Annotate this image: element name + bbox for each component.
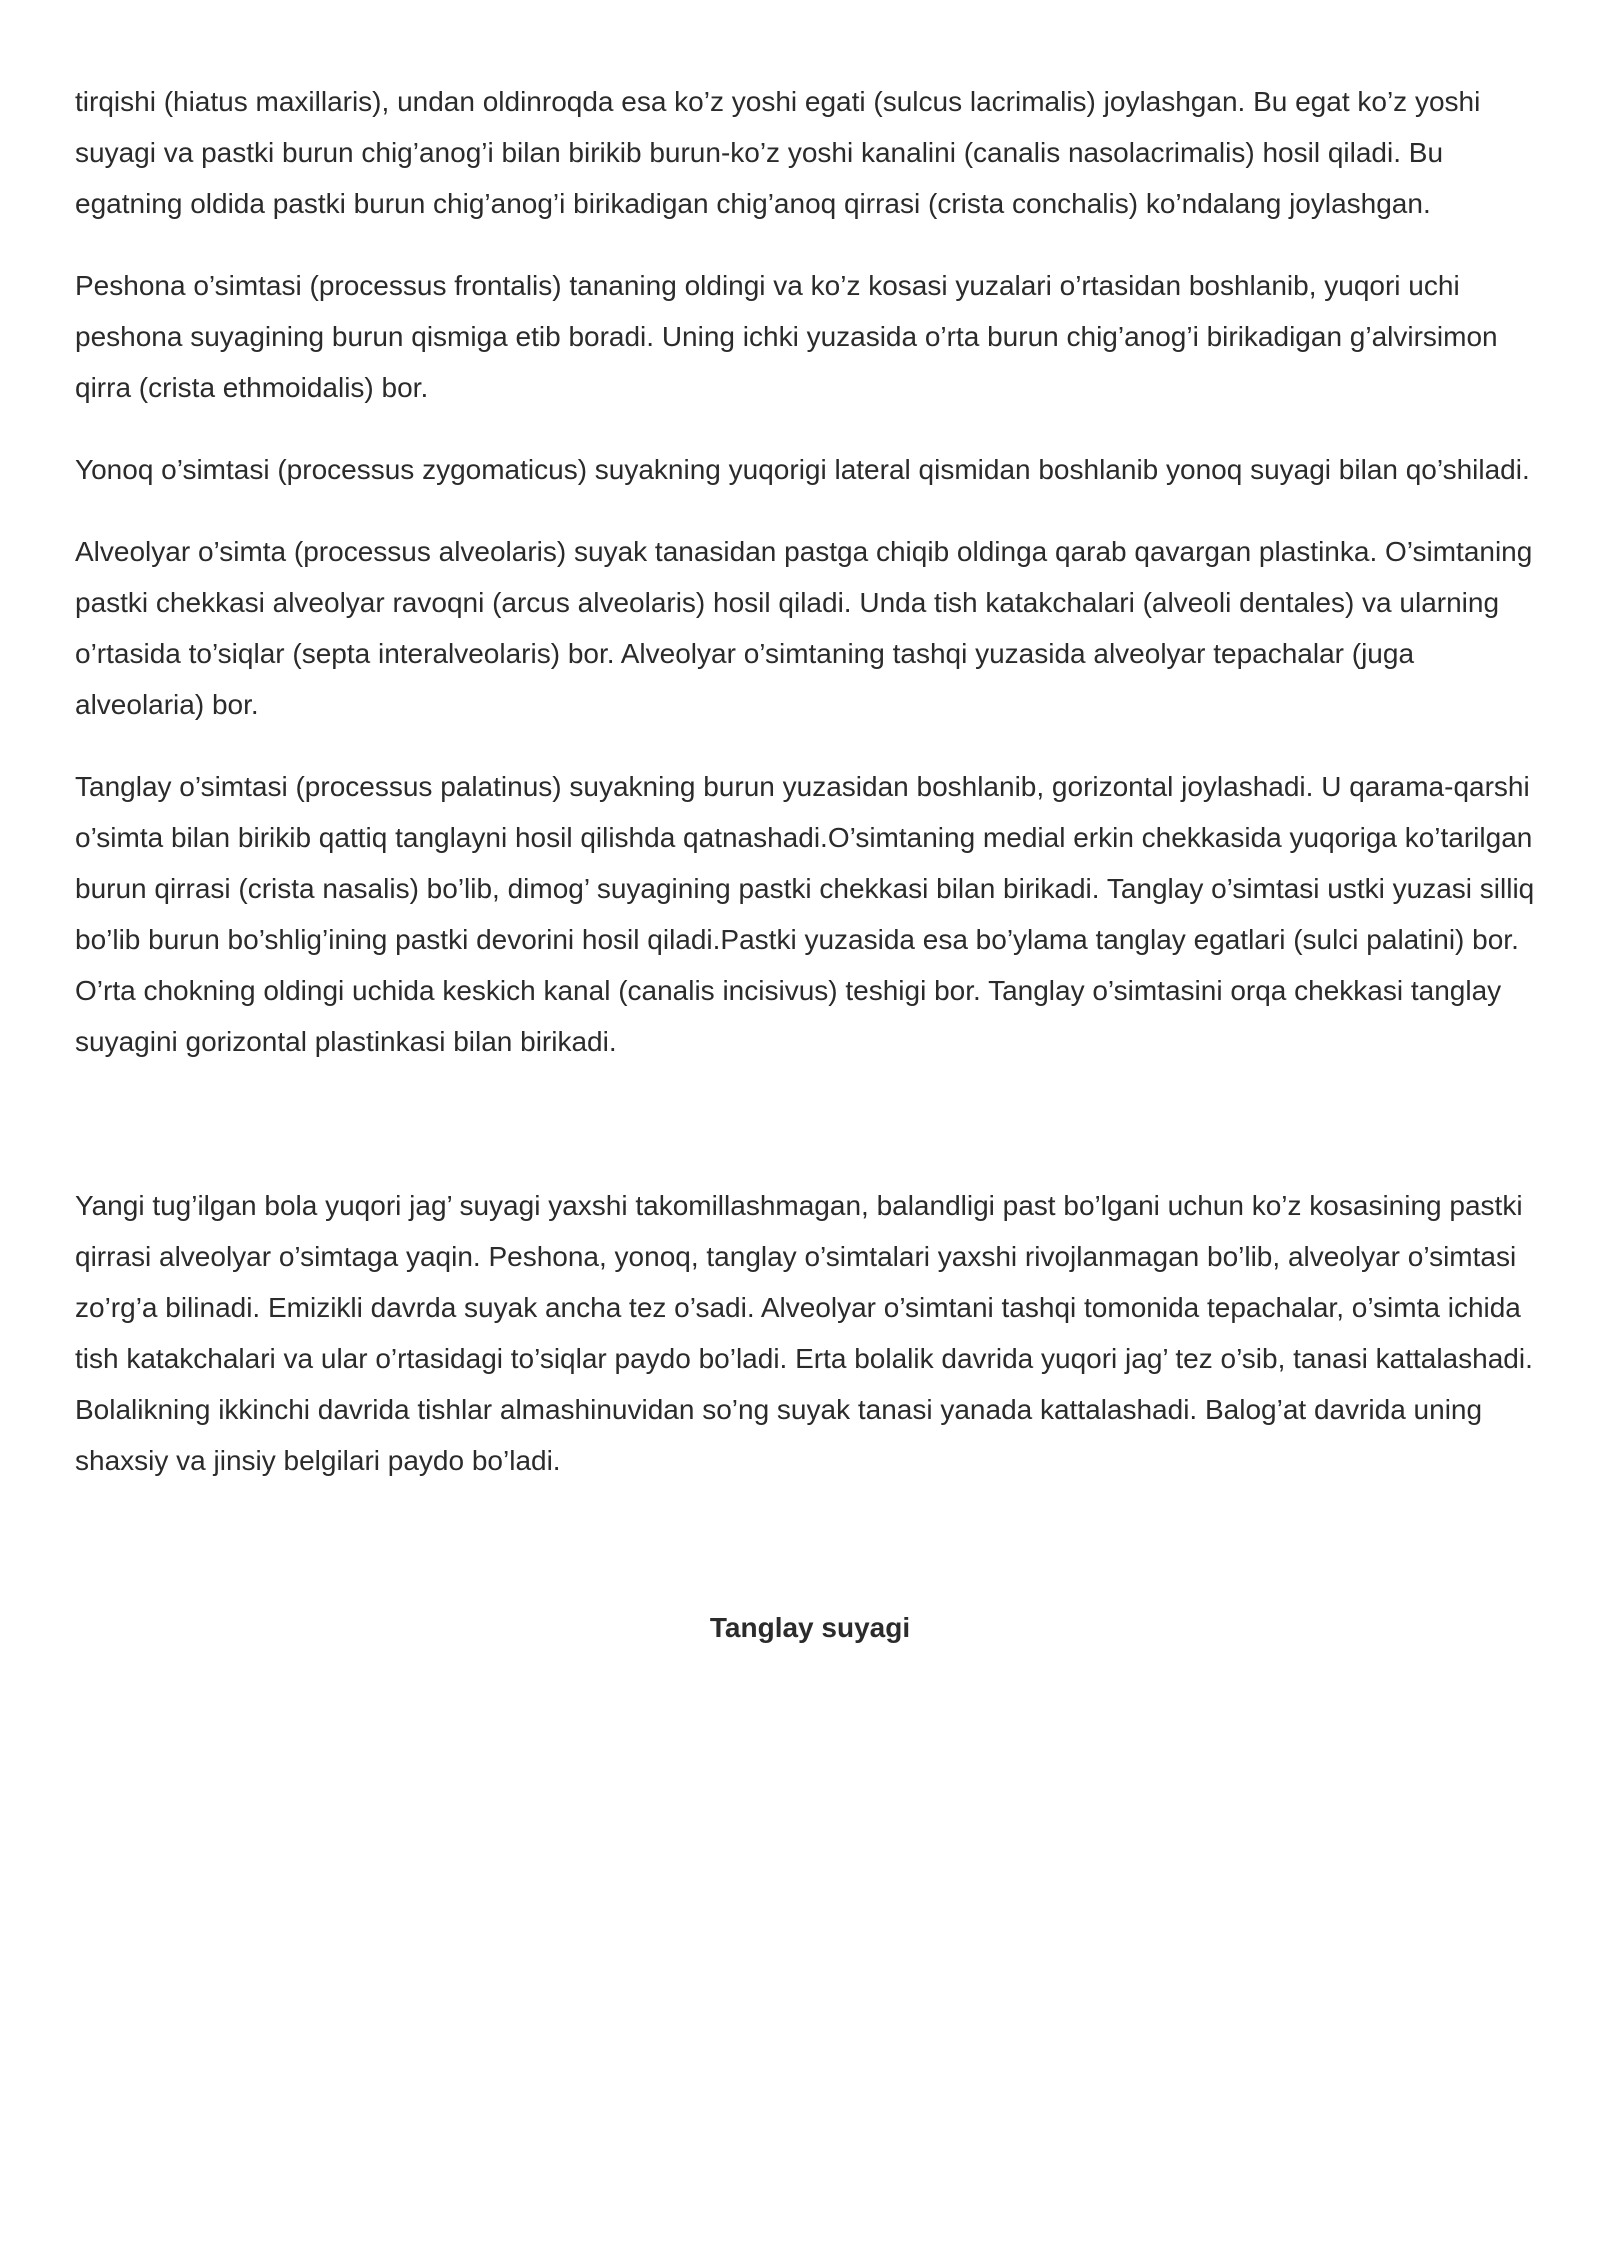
document-body	[75, 76, 1545, 1684]
paragraph-newborn-development: Yangi tug’ilgan bola yuqori jag’ suyagi yaxshi takomillashmagan, balandligi past bo’lgani uchun ko’z kosasining pastki qirrasi alveolyar o’simtaga yaqin. Peshona, yonoq, tanglay o’simtalari yaxshi rivojlanmagan bo’lib, alveolyar o’simtasi zo’rg’a bilinadi. Emizikli davrda suyak ancha tez o’sadi. Alveolyar o’simtani tashqi tomonida tepachalar, o’simta ichida tish katakchalari va ular o’rtasidagi to’siqlar paydo bo’ladi. Erta bolalik davrida yuqori jag’ tez o’sib, tanasi kattalashadi. Bolalikning ikkinchi davrida tishlar almashinuvidan so’ng suyak tanasi yanada kattalashadi. Balog’at davrida uning shaxsiy va jinsiy belgilari paydo bo’ladi.	[75, 1190, 1533, 1476]
paragraph-hiatus-maxillaris: tirqishi (hiatus maxillaris), undan oldinroqda esa ko’z yoshi egati (sulcus lacrimalis) joylashgan. Bu egat ko’z yoshi suyagi va pastki burun chig’anog’i bilan birikib burun-ko’z yoshi kanalini (canalis nasolacrimalis) hosil qiladi. Bu egatning oldida pastki burun chig’anog’i birikadigan chig’anoq qirrasi (crista conchalis) ko’ndalang joylashgan.	[75, 86, 1481, 219]
paragraph-processus-frontalis: Peshona o’simtasi (processus frontalis) tananing oldingi va ko’z kosasi yuzalari o’rtasidan boshlanib, yuqori uchi peshona suyagining burun qismiga etib boradi. Uning ichki yuzasida o’rta burun chig’anog’i birikadigan g’alvirsimon qirra (crista ethmoidalis) bor.	[75, 270, 1498, 403]
paragraph-processus-palatinus: Tanglay o’simtasi (processus palatinus) suyakning burun yuzasidan boshlanib, gorizontal joylashadi. U qarama-qarshi o’simta bilan birikib qattiq tanglayni hosil qilishda qatnashadi.O’simtaning medial erkin chekkasida yuqoriga ko’tarilgan burun qirrasi (crista nasalis) bo’lib, dimog’ suyagining pastki chekkasi bilan birikadi. Tanglay o’simtasi ustki yuzasi silliq bo’lib burun bo’shlig’ining pastki devorini hosil qiladi.Pastki yuzasida esa bo’ylama tanglay egatlari (sulci palatini) bor. O’rta chokning oldingi uchida keskich kanal (canalis incisivus) teshigi bor. Tanglay o’simtasini orqa chekkasi tanglay suyagini gorizontal plastinkasi bilan birikadi.	[75, 771, 1535, 1057]
section-heading: Tanglay suyagi	[709, 1612, 911, 1643]
paragraph-processus-zygomaticus: Yonoq o’simtasi (processus zygomaticus) suyakning yuqorigi lateral qismidan boshlanib yonoq suyagi bilan qo’shiladi.	[75, 454, 1530, 485]
paragraph-processus-alveolaris: Alveolyar o’simta (processus alveolaris) suyak tanasidan pastga chiqib oldinga qarab qavargan plastinka. O’simtaning pastki chekkasi alveolyar ravoqni (arcus alveolaris) hosil qiladi. Unda tish katakchalari (alveoli dentales) va ularning o’rtasida to’siqlar (septa interalveolaris) bor. Alveolyar o’simtaning tashqi yuzasida alveolyar tepachalar (juga alveolaria) bor.	[75, 536, 1533, 720]
